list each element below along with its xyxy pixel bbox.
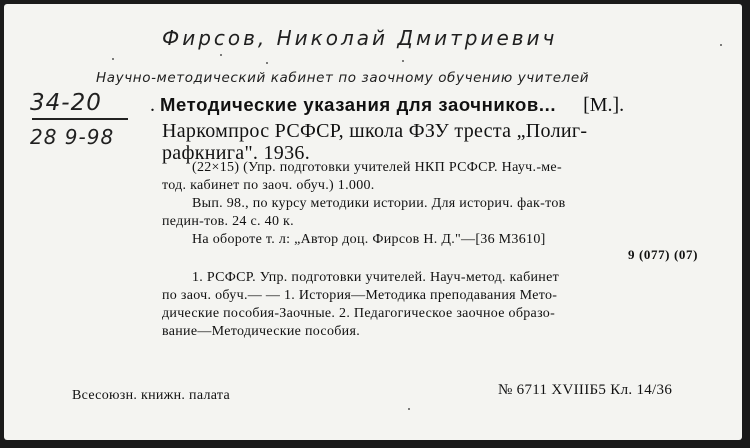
classification-code: 9 (077) (07) bbox=[628, 247, 699, 262]
footer-record-number: № 6711 XVIIIБ5 Кл. 14/36 bbox=[498, 382, 673, 398]
subject-line-4: вание—Методические пособия. bbox=[162, 324, 360, 339]
description-line-3: Вып. 98., по курсу методики истории. Для историч. фак-тов bbox=[192, 196, 566, 211]
subject-line-3: дические пособия-Заочные. 2. Педагогическое заочное образо- bbox=[162, 306, 556, 321]
catalog-card bbox=[4, 4, 742, 440]
description-line-2: тод. кабинет по заоч. обуч.) 1.000. bbox=[162, 178, 375, 193]
speck bbox=[402, 60, 404, 62]
speck bbox=[220, 54, 222, 56]
description-line-1: (22×15) (Упр. подготовки учителей НКП РСФСР. Науч.-ме- bbox=[192, 160, 562, 175]
subject-line-2: по заоч. обуч.— — 1. История—Методика преподавания Мето- bbox=[162, 288, 558, 303]
title-text: Методические указания для заочников... bbox=[160, 94, 557, 115]
publisher-line-2: рафкнига". 1936. bbox=[162, 142, 311, 164]
title-line bbox=[150, 94, 624, 117]
description-line-4: педин-тов. 24 с. 40 к. bbox=[162, 214, 294, 229]
publisher-line-1: Наркомпрос РСФСР, школа ФЗУ треста „Полиг- bbox=[162, 120, 588, 142]
speck bbox=[408, 408, 410, 410]
speck bbox=[720, 44, 722, 46]
title-prefix: . bbox=[150, 94, 155, 116]
title-place: [М.]. bbox=[583, 94, 625, 116]
handwritten-author: Фирсов, Николай Дмитриевич bbox=[162, 26, 558, 50]
subject-line-1: 1. РСФСР. Упр. подготовки учителей. Науч-метод. кабинет bbox=[192, 270, 560, 285]
call-number-bottom: 28 9-98 bbox=[30, 125, 115, 149]
call-number-divider bbox=[32, 118, 128, 120]
speck bbox=[266, 62, 268, 64]
footer-chamber: Всесоюзн. книжн. палата bbox=[72, 388, 231, 403]
call-number-top: 34-20 bbox=[30, 90, 102, 116]
speck bbox=[112, 58, 114, 60]
handwritten-institution-line: Научно-методический кабинет по заочному обучению учителей bbox=[96, 70, 590, 86]
description-line-5: На обороте т. л: „Автор доц. Фирсов Н. Д."—[36 М3610] bbox=[192, 232, 546, 247]
